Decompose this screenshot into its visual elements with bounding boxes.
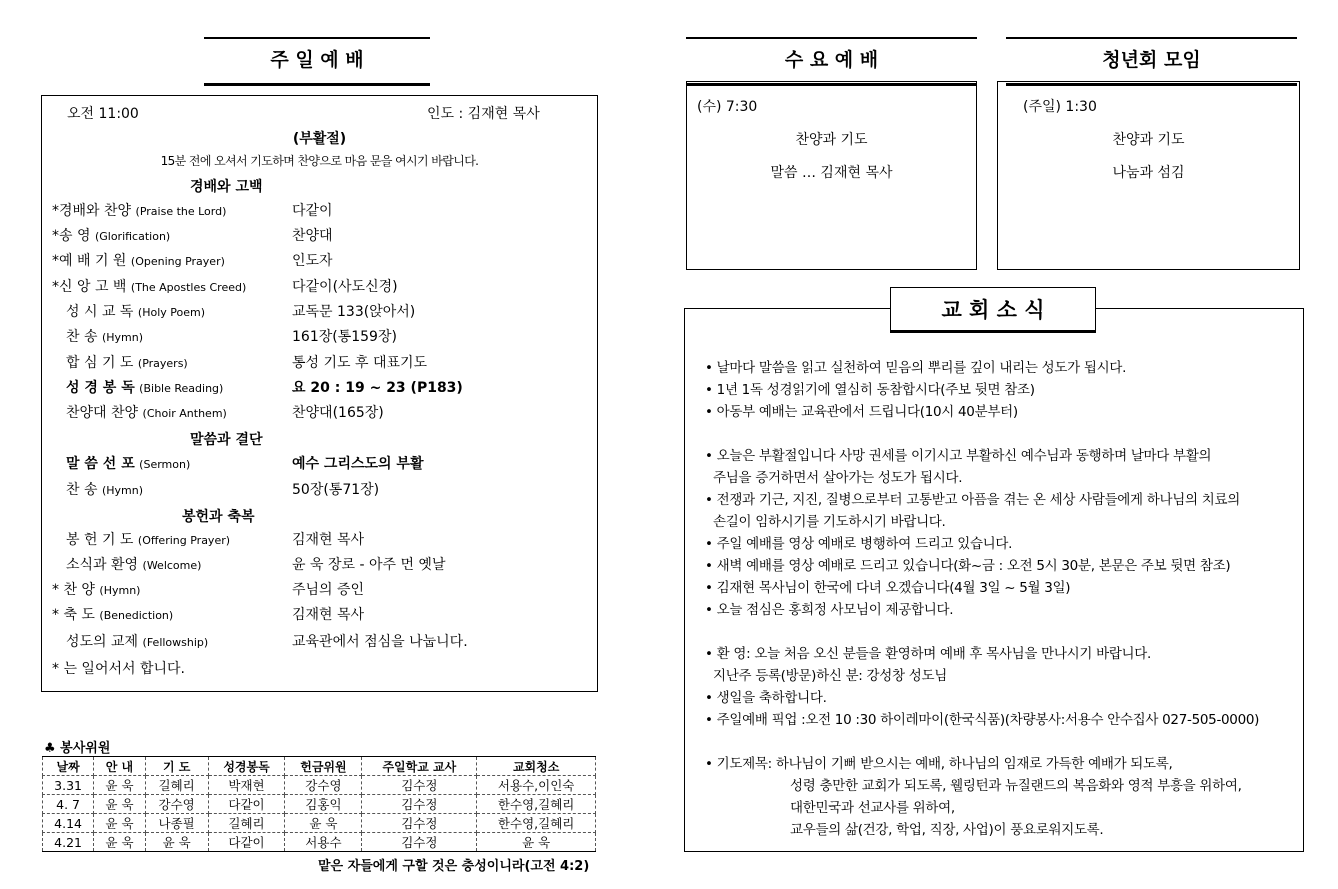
order-item-label-en: (Sermon) xyxy=(139,458,191,471)
order-item xyxy=(52,200,333,220)
order-item-label xyxy=(66,631,292,651)
table-cell: 한수영,길혜리 xyxy=(477,814,596,833)
order-item xyxy=(66,377,463,397)
order-item-label-en: (Hymn) xyxy=(101,331,144,344)
order-item-label-ko: 봉 헌 기 도 xyxy=(66,532,134,548)
table-cell: 김수정 xyxy=(362,814,477,833)
order-item xyxy=(66,554,445,574)
order-item-value: 다같이(사도신경) xyxy=(292,279,398,295)
youth-line2: 나눔과 섬김 xyxy=(1112,165,1185,181)
youth-time: (주일) 1:30 xyxy=(1023,99,1097,115)
table-cell: 김홍익 xyxy=(285,795,362,814)
order-item-label-ko: 말 씀 선 포 xyxy=(66,456,135,472)
table-cell: 윤 욱 xyxy=(477,833,596,852)
wednesday-title-text: 수 요 예 배 xyxy=(784,49,879,71)
order-item-value: 인도자 xyxy=(292,253,333,269)
youth-title xyxy=(1006,37,1297,86)
order-item xyxy=(66,326,397,346)
order-item-label-en: (Prayers) xyxy=(137,357,188,370)
order-item-label-en: (Choir Anthem) xyxy=(142,407,227,420)
table-cell: 윤 욱 xyxy=(145,833,208,852)
order-item-label xyxy=(52,579,292,599)
church-news-title-text: 교 회 소 식 xyxy=(941,298,1045,322)
news-line: • 김재현 목사님이 한국에 다녀 오겠습니다(4월 3일 ~ 5월 3일) xyxy=(705,580,1071,596)
order-item xyxy=(52,250,333,270)
table-cell: 다같이 xyxy=(208,833,285,852)
order-item-label xyxy=(66,352,292,372)
order-item xyxy=(66,402,384,422)
order-item xyxy=(52,276,398,296)
occasion: (부활절) xyxy=(292,131,347,147)
order-item-label-en: (Bible Reading) xyxy=(139,382,224,395)
service-leader: 인도 : 김재현 목사 xyxy=(427,106,540,122)
table-header-cell: 날짜 xyxy=(43,757,94,776)
table-header-cell: 교회청소 xyxy=(477,757,596,776)
order-item-value: 찬양대(165장) xyxy=(292,405,384,421)
order-item xyxy=(66,631,468,651)
order-item-label xyxy=(66,326,292,346)
order-item-label xyxy=(66,377,292,397)
table-cell: 윤 욱 xyxy=(94,795,146,814)
table-row xyxy=(43,833,596,852)
order-item-label xyxy=(66,453,292,473)
news-line: • 새벽 예배를 영상 예배로 드리고 있습니다(화~금 : 오전 5시 30분, 본문은 주보 뒷면 참조) xyxy=(705,558,1231,574)
order-item-label-ko: 성 경 봉 독 xyxy=(66,380,135,396)
order-item-label-en: (Opening Prayer) xyxy=(130,255,225,268)
table-cell: 다같이 xyxy=(208,795,285,814)
standing-footnote: * 는 일어서서 합니다. xyxy=(52,661,185,677)
order-item-label xyxy=(66,479,292,499)
order-item-label xyxy=(52,250,292,270)
news-line: 손길이 임하시기를 기도하시기 바랍니다. xyxy=(705,514,946,530)
order-item-value: 주님의 증인 xyxy=(292,582,365,598)
order-item-label xyxy=(52,276,292,296)
order-item xyxy=(66,479,379,499)
order-item xyxy=(66,453,423,473)
order-item-label-ko: *송 영 xyxy=(52,228,91,244)
order-item xyxy=(52,604,364,624)
order-item xyxy=(52,579,364,599)
order-item-label-en: (Fellowship) xyxy=(142,636,209,649)
news-line: 교우들의 삶(건강, 학업, 직장, 사업)이 풍요로워지도록. xyxy=(790,822,1104,838)
service-committee-table xyxy=(42,756,596,852)
order-item-value: 통성 기도 후 대표기도 xyxy=(292,355,428,371)
order-item-label-ko: 찬양대 찬양 xyxy=(66,405,139,421)
order-item-label xyxy=(66,301,292,321)
table-cell: 김수정 xyxy=(362,795,477,814)
news-line: • 날마다 말씀을 읽고 실천하여 믿음의 뿌리를 깊이 내리는 성도가 됩시다. xyxy=(705,360,1127,376)
table-cell: 강수영 xyxy=(285,776,362,795)
table-row xyxy=(43,814,596,833)
order-item-label xyxy=(52,225,292,245)
order-item-label-ko: 찬 송 xyxy=(66,329,98,345)
order-item-value: 찬양대 xyxy=(292,228,333,244)
wednesday-box xyxy=(686,81,977,270)
order-item-value: 50장(통71장) xyxy=(292,482,380,498)
news-line: • 오늘 점심은 홍희정 사모님이 제공합니다. xyxy=(705,602,954,618)
order-item-label-ko: * 축 도 xyxy=(52,607,95,623)
table-cell: 한수영,길혜리 xyxy=(477,795,596,814)
table-cell: 윤 욱 xyxy=(94,776,146,795)
table-cell: 길혜리 xyxy=(145,776,208,795)
order-item-label-ko: *신 앙 고 백 xyxy=(52,279,127,295)
order-item-label-ko: *예 배 기 원 xyxy=(52,253,127,269)
table-cell: 김수정 xyxy=(362,776,477,795)
news-line: • 기도제목: 하나님이 기뻐 받으시는 예배, 하나님의 임재로 가득한 예배가 되도록, xyxy=(705,756,1173,772)
sunday-title xyxy=(204,37,430,86)
table-body xyxy=(43,776,596,852)
table-cell: 나종필 xyxy=(145,814,208,833)
order-item-label-en: (Praise the Lord) xyxy=(135,205,227,218)
order-item-label-en: (Welcome) xyxy=(142,559,202,572)
order-item-value: 김재현 목사 xyxy=(292,607,365,623)
table-cell: 김수정 xyxy=(362,833,477,852)
section-word-decision: 말씀과 결단 xyxy=(190,432,263,448)
table-row xyxy=(43,776,596,795)
table-header-cell: 주일학교 교사 xyxy=(362,757,477,776)
order-item-value: 예수 그리스도의 부활 xyxy=(292,456,424,472)
wednesday-title xyxy=(686,37,977,86)
table-header-row xyxy=(43,757,596,776)
table-header-cell: 기 도 xyxy=(145,757,208,776)
order-item-label xyxy=(52,200,292,220)
table-cell: 박재현 xyxy=(208,776,285,795)
church-news-box xyxy=(684,308,1304,852)
arrival-notice: 15분 전에 오셔서 기도하며 찬양으로 마음 문을 여시기 바랍니다. xyxy=(160,154,479,168)
news-line: • 오늘은 부활절입니다 사망 권세를 이기시고 부활하신 예수님과 동행하며 날마다 부활의 xyxy=(705,448,1212,464)
section-worship-confession: 경배와 고백 xyxy=(190,179,263,195)
table-row xyxy=(43,795,596,814)
service-time: 오전 11:00 xyxy=(67,106,139,122)
order-item xyxy=(66,529,364,549)
wednesday-time: (수) 7:30 xyxy=(697,99,758,115)
order-item-value: 김재현 목사 xyxy=(292,532,365,548)
news-line: 대한민국과 선교사를 위하여, xyxy=(790,800,955,816)
order-item-value: 교독문 133(앉아서) xyxy=(292,304,416,320)
news-line: 지난주 등록(방문)하신 분: 강성창 성도님 xyxy=(705,668,947,684)
sunday-title-text: 주 일 예 배 xyxy=(270,49,364,71)
order-item-label xyxy=(52,604,292,624)
service-committee-title: ♣ 봉사위원 xyxy=(44,741,111,756)
order-item-label-ko: *경배와 찬양 xyxy=(52,203,132,219)
order-item-label-en: (Holy Poem) xyxy=(137,306,206,319)
order-item-label-ko: 소식과 환영 xyxy=(66,557,139,573)
news-line: • 전쟁과 기근, 지진, 질병으로부터 고통받고 아픔을 겪는 온 세상 사람들에게 하나님의 치료의 xyxy=(705,492,1240,508)
news-line: • 주일예배 픽업 :오전 10 :30 하이레마이(한국식품)(차량봉사:서용수 안수집사 027-505-0000) xyxy=(705,712,1260,728)
table-cell: 4.14 xyxy=(43,814,94,833)
table-cell: 윤 욱 xyxy=(285,814,362,833)
order-item-value: 요 20 : 19 ~ 23 (P183) xyxy=(292,380,463,396)
order-item-label-en: (Benediction) xyxy=(99,609,174,622)
table-cell: 3.31 xyxy=(43,776,94,795)
news-line: • 주일 예배를 영상 예배로 병행하여 드리고 있습니다. xyxy=(705,536,1013,552)
order-item xyxy=(66,301,415,321)
order-item-label-ko: 찬 송 xyxy=(66,482,98,498)
table-cell: 서용수 xyxy=(285,833,362,852)
table-cell: 길혜리 xyxy=(208,814,285,833)
table-cell: 서용수,이인숙 xyxy=(477,776,596,795)
sunday-order-box xyxy=(41,95,598,692)
order-item-value: 교육관에서 점심을 나눕니다. xyxy=(292,634,468,650)
order-item-label-en: (Hymn) xyxy=(101,484,144,497)
order-item-value: 161장(통159장) xyxy=(292,329,397,345)
table-header-cell: 안 내 xyxy=(94,757,146,776)
youth-box xyxy=(997,81,1300,270)
order-item-label-en: (Offering Prayer) xyxy=(137,534,231,547)
news-line: • 1년 1독 성경읽기에 열심히 동참합시다(주보 뒷면 참조) xyxy=(705,382,1035,398)
order-item-value: 윤 욱 장로 - 아주 먼 옛날 xyxy=(292,557,446,573)
table-header-cell: 성경봉독 xyxy=(208,757,285,776)
table-header-cell: 헌금위원 xyxy=(285,757,362,776)
table-cell: 4.21 xyxy=(43,833,94,852)
order-item-value: 다같이 xyxy=(292,203,333,219)
order-item-label-ko: 성도의 교제 xyxy=(66,634,139,650)
order-item xyxy=(66,352,427,372)
order-item-label-ko: 합 심 기 도 xyxy=(66,355,134,371)
table-cell: 윤 욱 xyxy=(94,814,146,833)
order-item-label xyxy=(66,529,292,549)
order-item-label-en: (Hymn) xyxy=(99,584,141,597)
youth-line1: 찬양과 기도 xyxy=(1112,132,1185,148)
order-item-label-ko: * 찬 양 xyxy=(52,582,95,598)
order-item-label-en: (The Apostles Creed) xyxy=(130,281,247,294)
closing-verse: 맡은 자들에게 구할 것은 충성이니라(고전 4:2) xyxy=(318,859,590,874)
table-cell: 강수영 xyxy=(145,795,208,814)
wednesday-line1: 찬양과 기도 xyxy=(795,132,868,148)
news-line: • 생일을 축하합니다. xyxy=(705,690,827,706)
news-line: • 아동부 예배는 교육관에서 드립니다(10시 40분부터) xyxy=(705,404,1018,420)
order-item xyxy=(52,225,333,245)
church-news-title xyxy=(890,287,1096,333)
youth-title-text: 청년회 모임 xyxy=(1102,49,1201,71)
news-line: 성령 충만한 교회가 되도록, 웰링턴과 뉴질랜드의 복음화와 영적 부흥을 위하여, xyxy=(790,778,1242,794)
news-line: 주님을 증거하면서 살아가는 성도가 됩시다. xyxy=(705,470,963,486)
news-line: • 환 영: 오늘 처음 오신 분들을 환영하며 예배 후 목사님을 만나시기 바랍니다. xyxy=(705,646,1152,662)
wednesday-line2: 말씀 … 김재현 목사 xyxy=(770,165,893,181)
order-item-label xyxy=(66,554,292,574)
table-cell: 윤 욱 xyxy=(94,833,146,852)
order-item-label-ko: 성 시 교 독 xyxy=(66,304,134,320)
order-item-label xyxy=(66,402,292,422)
table-cell: 4. 7 xyxy=(43,795,94,814)
order-item-label-en: (Glorification) xyxy=(94,230,171,243)
section-offering-blessing: 봉헌과 축복 xyxy=(182,509,255,525)
